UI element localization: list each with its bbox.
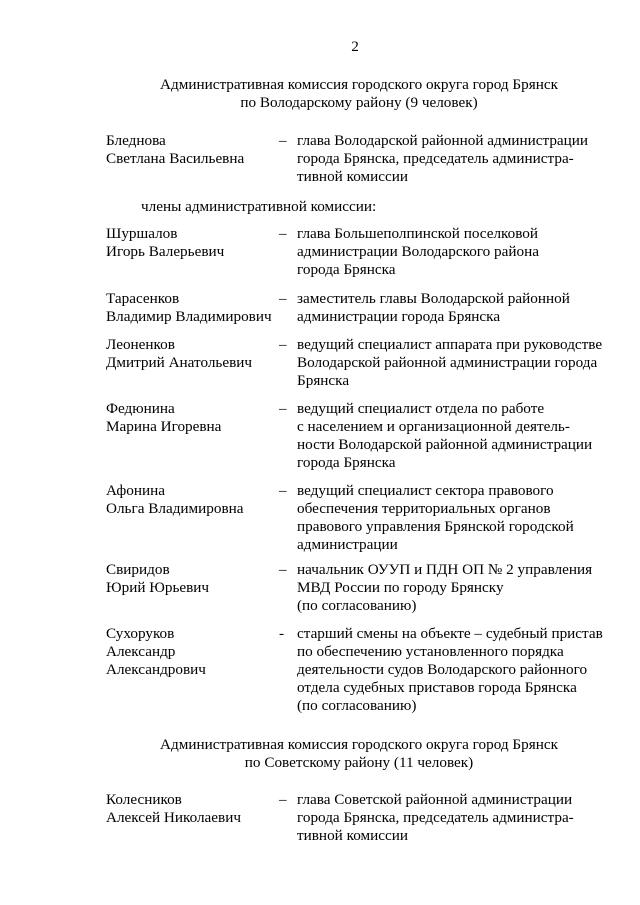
chair-dash: – bbox=[279, 132, 287, 149]
members-label: члены административной комиссии: bbox=[141, 198, 377, 215]
section1-title-line-1: Административная комиссия городского округа город Брянск bbox=[160, 76, 558, 93]
member-desc-line: ведущий специалист отдела по работе bbox=[297, 400, 545, 417]
member-name-line: Владимир Владимирович bbox=[106, 308, 272, 325]
member-dash: – bbox=[279, 561, 287, 578]
chair-desc-line-3: тивной комиссии bbox=[297, 168, 408, 185]
chair-dash: – bbox=[279, 791, 287, 808]
member-desc-line: ведущий специалист сектора правового bbox=[297, 482, 554, 499]
member-desc-line: города Брянска bbox=[297, 454, 396, 471]
member-desc-line: обеспечения территориальных органов bbox=[297, 500, 551, 517]
member-desc-line: (по согласованию) bbox=[297, 697, 417, 714]
member-name-line: Марина Игоревна bbox=[106, 418, 222, 435]
member-dash: – bbox=[279, 482, 287, 499]
chair-desc-line-2: города Брянска, председатель администра- bbox=[297, 150, 574, 167]
chair-name-line-1: Бледнова bbox=[106, 132, 166, 149]
member-name-line: Александр bbox=[106, 643, 176, 660]
chair-desc-line-1: глава Володарской районной администрации bbox=[297, 132, 589, 149]
member-name-line: Дмитрий Анатольевич bbox=[106, 354, 253, 371]
member-desc-line: глава Большеполпинской поселковой bbox=[297, 225, 539, 242]
member-desc-line: Володарской районной администрации города bbox=[297, 354, 598, 371]
member-dash: – bbox=[279, 225, 287, 242]
member-dash: – bbox=[279, 290, 287, 307]
member-name-line: Игорь Валерьевич bbox=[106, 243, 225, 260]
page-number: 2 bbox=[351, 38, 359, 55]
member-name-line: Федюнина bbox=[106, 400, 175, 417]
member-desc-line: администрации города Брянска bbox=[297, 308, 501, 325]
member-desc-line: деятельности судов Володарского районного bbox=[297, 661, 588, 678]
member-name-line: Шуршалов bbox=[106, 225, 178, 242]
chair-desc-line-3: тивной комиссии bbox=[297, 827, 408, 844]
chair-name-line-1: Колесников bbox=[106, 791, 182, 808]
member-dash: – bbox=[279, 400, 287, 417]
chair-desc-line-2: города Брянска, председатель администра- bbox=[297, 809, 574, 826]
member-desc-line: отдела судебных приставов города Брянска bbox=[297, 679, 577, 696]
member-name-line: Александрович bbox=[106, 661, 206, 678]
member-name-line: Юрий Юрьевич bbox=[106, 579, 210, 596]
member-name-line: Тарасенков bbox=[106, 290, 180, 307]
chair-desc-line-1: глава Советской районной администрации bbox=[297, 791, 573, 808]
member-desc-line: Брянска bbox=[297, 372, 350, 389]
chair-name-line-2: Алексей Николаевич bbox=[106, 809, 241, 826]
chair-name-line-2: Светлана Васильевна bbox=[106, 150, 245, 167]
member-desc-line: ности Володарской районной администрации bbox=[297, 436, 593, 453]
member-desc-line: МВД России по городу Брянску bbox=[297, 579, 504, 596]
member-name-line: Ольга Владимировна bbox=[106, 500, 244, 517]
member-dash: - bbox=[279, 625, 285, 642]
member-name-line: Афонина bbox=[106, 482, 165, 499]
member-desc-line: заместитель главы Володарской районной bbox=[297, 290, 570, 307]
member-desc-line: ведущий специалист аппарата при руководстве bbox=[297, 336, 603, 353]
member-desc-line: администрации Володарского района bbox=[297, 243, 539, 260]
member-desc-line: по обеспечению установленного порядка bbox=[297, 643, 564, 660]
section1-title-line-2: по Володарскому району (9 человек) bbox=[240, 94, 478, 111]
member-desc-line: старший смены на объекте – судебный пристав bbox=[297, 625, 603, 642]
member-desc-line: администрации bbox=[297, 536, 398, 553]
member-name-line: Свиридов bbox=[106, 561, 170, 578]
member-desc-line: правового управления Брянской городской bbox=[297, 518, 574, 535]
section2-title-line-1: Административная комиссия городского округа город Брянск bbox=[160, 736, 558, 753]
member-name-line: Леоненков bbox=[106, 336, 175, 353]
member-dash: – bbox=[279, 336, 287, 353]
member-desc-line: (по согласованию) bbox=[297, 597, 417, 614]
member-desc-line: начальник ОУУП и ПДН ОП № 2 управления bbox=[297, 561, 593, 578]
member-name-line: Сухоруков bbox=[106, 625, 175, 642]
member-desc-line: города Брянска bbox=[297, 261, 396, 278]
member-desc-line: с населением и организационной деятель- bbox=[297, 418, 570, 435]
section2-title-line-2: по Советскому району (11 человек) bbox=[244, 754, 474, 771]
